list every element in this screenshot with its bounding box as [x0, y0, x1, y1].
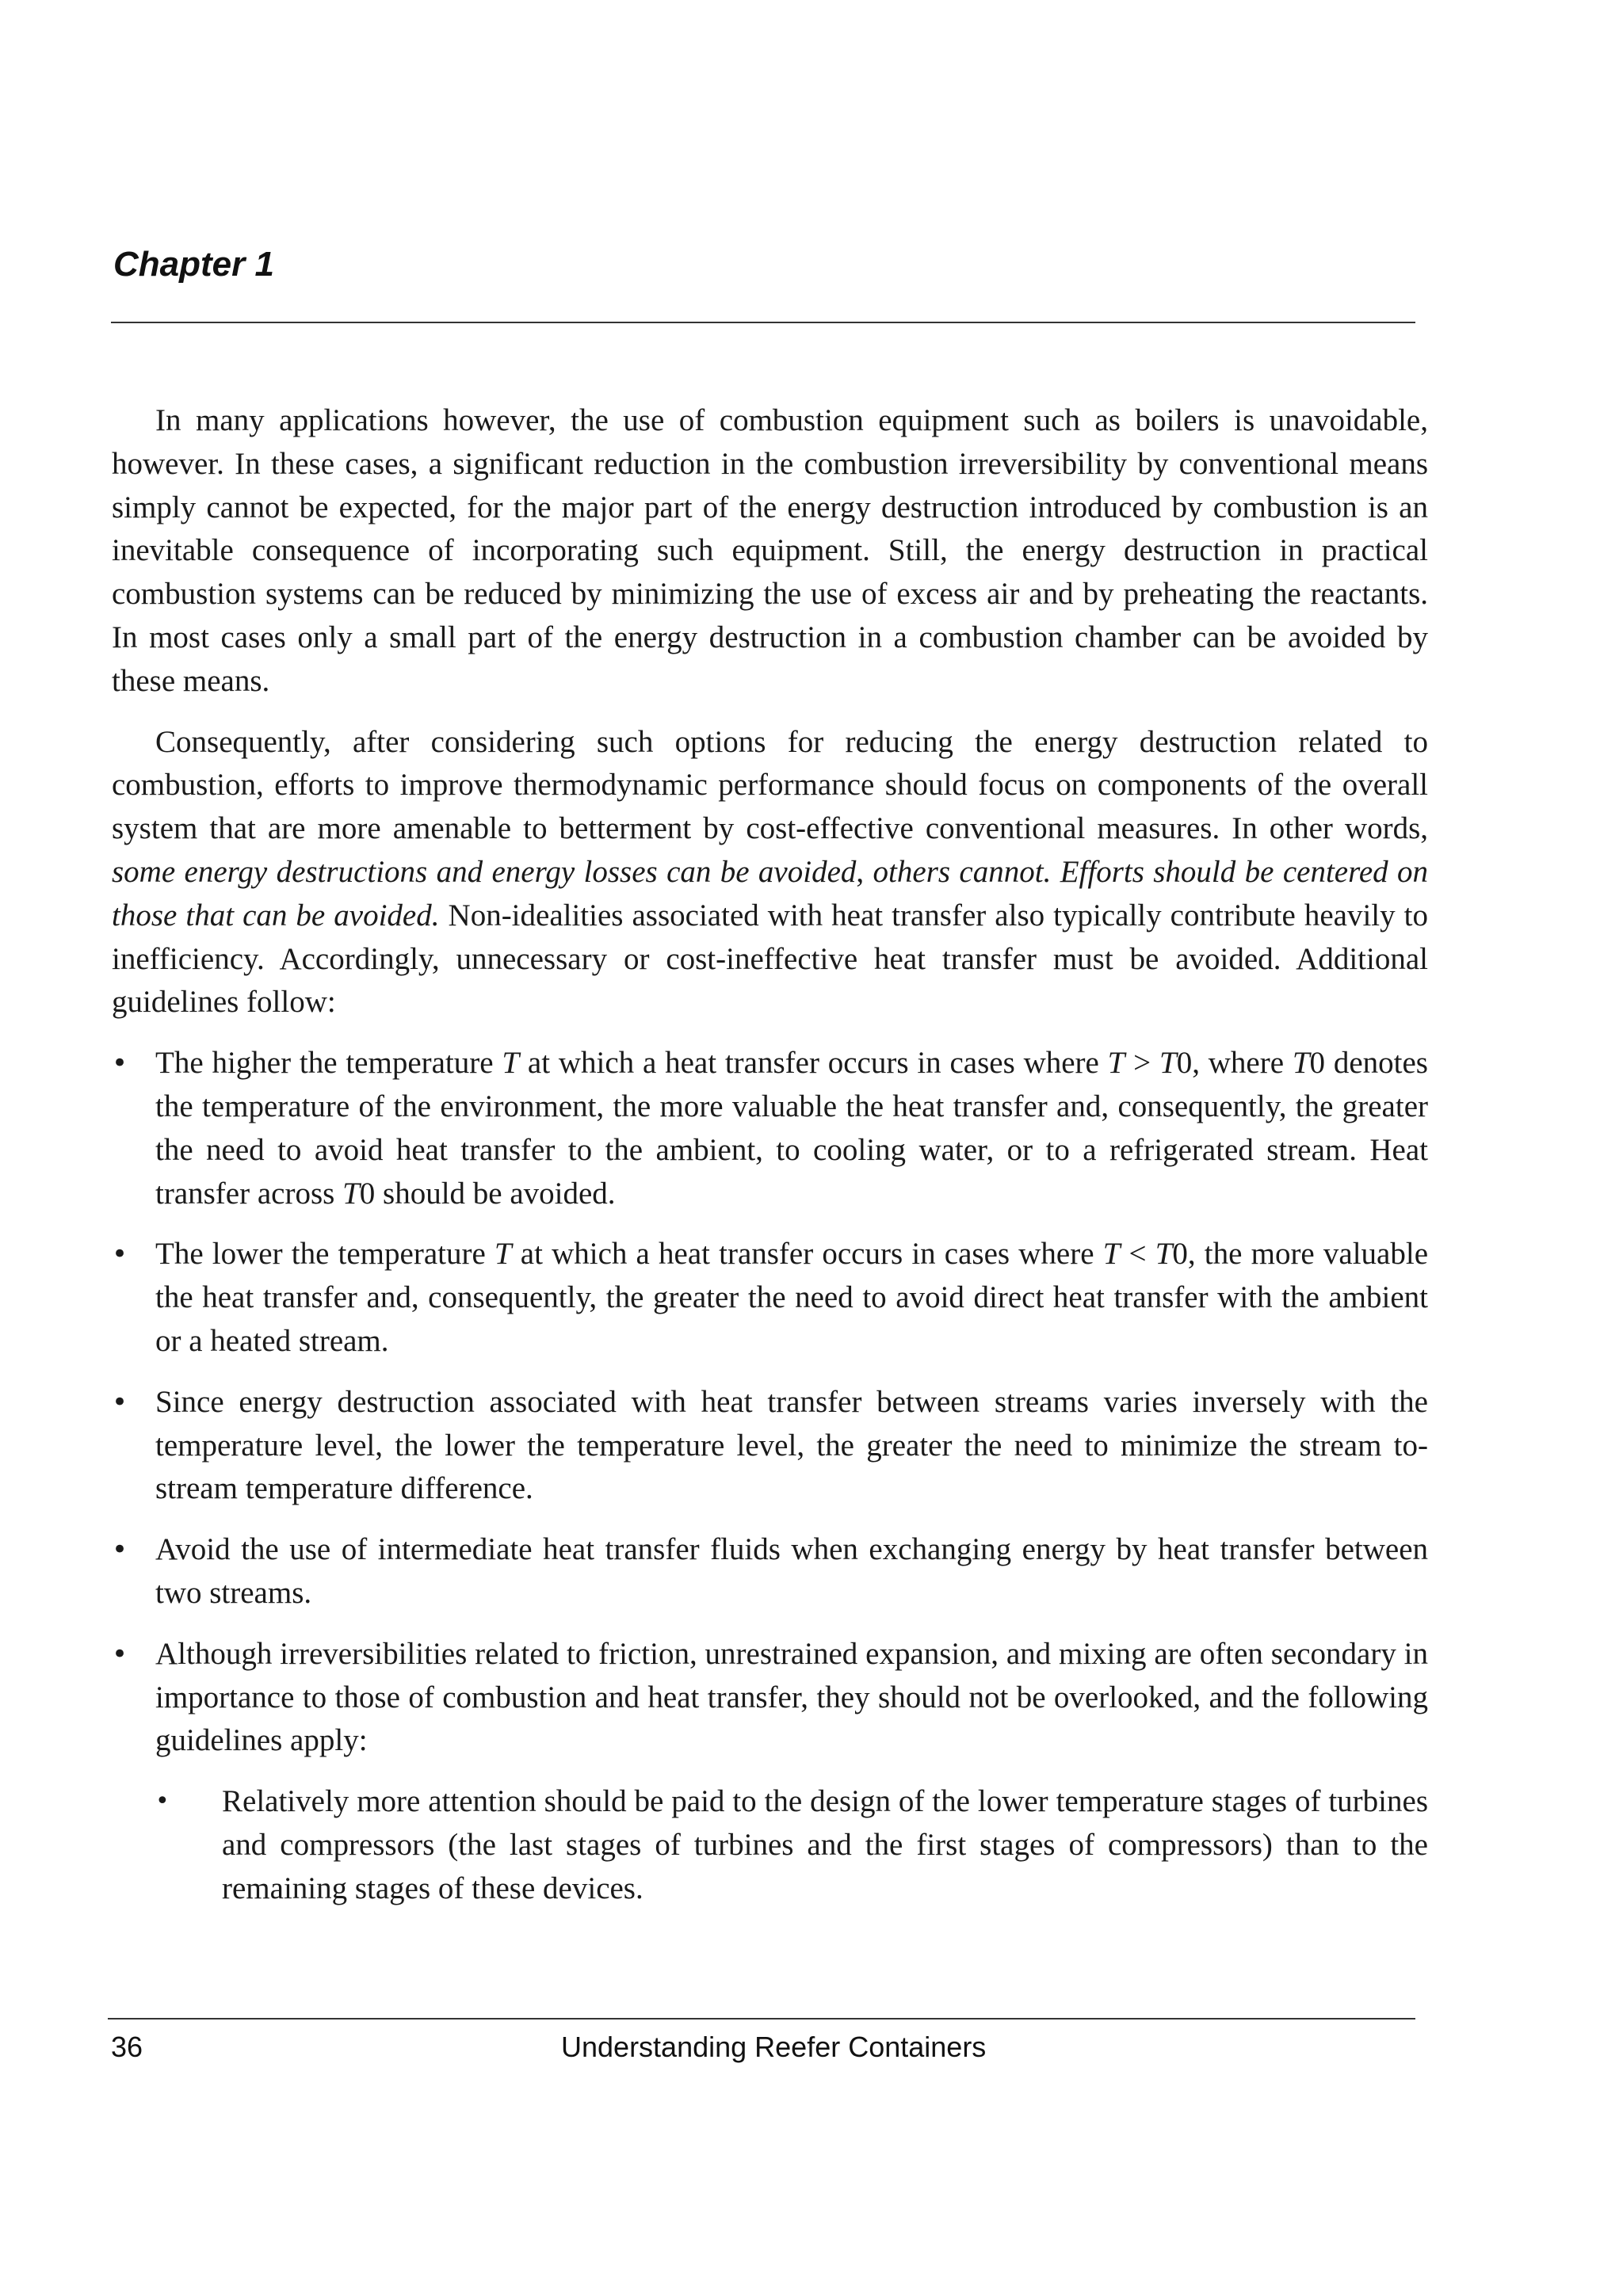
guideline-2-text: 0, the more valuable the heat transfer and, consequently, the greater the need to avoid direct heat transfer with the ambient or a heated stream.: [155, 1237, 1429, 1358]
chapter-heading: Chapter 1: [113, 245, 274, 284]
bullet-icon: •: [112, 1638, 128, 1670]
bullet-icon: •: [112, 1386, 128, 1418]
sub-guideline-1-text: Relatively more attention should be paid to the design of the lower temperature stages of turbines and compressors (the last stages of turbines and the first stages of compressors) than to the remaining stages of these devices.: [222, 1784, 1428, 1905]
sub-guideline-item-1: [155, 1780, 1428, 1910]
temperature-symbol: T: [1107, 1046, 1125, 1081]
page-body: [112, 399, 1428, 1911]
guideline-item-4: [112, 1528, 1428, 1615]
bullet-icon: •: [112, 1534, 128, 1566]
guideline-4-text: Avoid the use of intermediate heat transfer fluids when exchanging energy by heat transfer between two streams.: [155, 1532, 1428, 1610]
guideline-list: [112, 1042, 1428, 1763]
guideline-1-text: The higher the temperature: [155, 1046, 502, 1081]
temperature-symbol: T: [342, 1176, 360, 1211]
temperature-symbol: T: [494, 1237, 512, 1272]
book-title: Understanding Reefer Containers: [561, 2031, 987, 2063]
guideline-1-text: 0 denotes the temperature of the environment, the more valuable the heat transfer and, consequently, the greater the need to avoid heat transfer to the ambient, to cooling water, or to a refrigerated stream. Heat transfer across: [155, 1046, 1428, 1211]
bullet-icon: •: [112, 1047, 128, 1080]
sub-guideline-list: [112, 1780, 1428, 1910]
guideline-2-text: <: [1120, 1237, 1155, 1272]
paragraph-2-text-b: ,: [856, 854, 873, 889]
footer-rule: [108, 2018, 1415, 2019]
paragraph-2-italic-a: some energy destructions and energy losses can be avoided: [112, 854, 857, 889]
guideline-3-text: Since energy destruction associated with heat transfer between streams varies inversely with the temperature level, the lower the temperature level, the greater the need to minimize the stream to-stream temperature difference.: [155, 1384, 1428, 1506]
paragraph-2-text-c: Non-idealities associated with heat transfer also typically contribute heavily to inefficiency. Accordingly, unnecessary or cost-ineffective heat transfer must be avoided. Additional guidelines follow:: [112, 898, 1428, 1020]
guideline-2-text: The lower the temperature: [155, 1237, 495, 1272]
guideline-5-text: Although irreversibilities related to friction, unrestrained expansion, and mixing are often secondary in importance to those of combustion and heat transfer, they should not be overlooked, and the following guidelines apply:: [155, 1636, 1428, 1758]
header-rule: [111, 322, 1415, 323]
guideline-1-text: 0 should be avoided.: [359, 1176, 616, 1211]
guideline-1-text: >: [1125, 1046, 1159, 1081]
bullet-icon: •: [112, 1238, 128, 1271]
guideline-2-text: at which a heat transfer occurs in cases where: [511, 1237, 1103, 1272]
temperature-symbol: T: [1155, 1237, 1173, 1272]
guideline-1-text: at which a heat transfer occurs in cases where: [519, 1046, 1108, 1081]
guideline-1-text: 0, where: [1176, 1046, 1293, 1081]
paragraph-2-text-a: Consequently, after considering such options for reducing the energy destruction related to combustion, efforts to improve thermodynamic performance should focus on components of the overall system that are more amenable to betterment by cost-effective conventional measures. In other words,: [112, 724, 1428, 846]
guideline-item-1: [112, 1042, 1428, 1215]
paragraph-1: In many applications however, the use of combustion equipment such as boilers is unavoidable, however. In these cases, a significant reduction in the combustion irreversibility by conventional means simply cannot be expected, for the major part of the energy destruction introduced by combustion is an inevitable consequence of incorporating such equipment. Still, the energy destruction in practical combustion systems can be reduced by minimizing the use of excess air and by preheating the reactants. In most cases only a small part of the energy destruction in a combustion chamber can be avoided by these means.: [112, 403, 1428, 698]
guideline-item-5: [112, 1633, 1428, 1763]
guideline-item-3: [112, 1381, 1428, 1511]
paragraph-2: [112, 721, 1428, 1025]
temperature-symbol: T: [1159, 1046, 1177, 1081]
temperature-symbol: T: [1292, 1046, 1310, 1081]
temperature-symbol: T: [502, 1046, 520, 1081]
temperature-symbol: T: [1102, 1237, 1121, 1272]
page-number: 36: [111, 2031, 143, 2063]
sub-bullet-icon: •: [155, 1787, 170, 1816]
paragraph-2-italic-b: others cannot. Efforts should be centered on those that can be avoided.: [112, 854, 1429, 933]
guideline-item-2: [112, 1233, 1428, 1363]
